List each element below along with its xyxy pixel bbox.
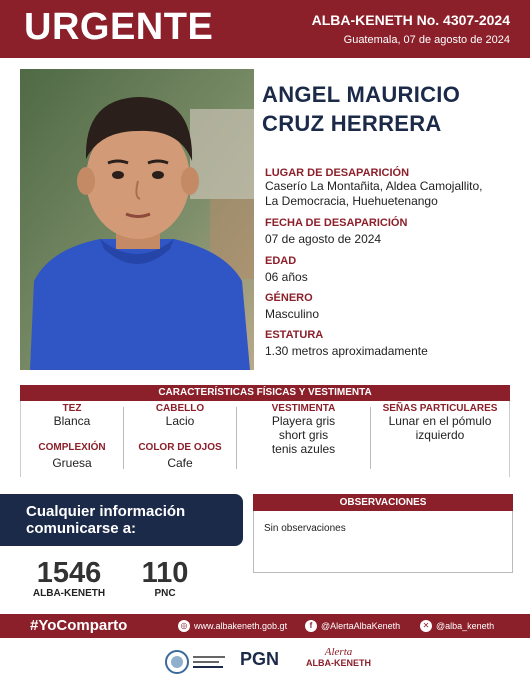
website-link[interactable] [178, 620, 287, 632]
gender-value: Masculino [265, 307, 320, 321]
x-text: @alba_keneth [436, 621, 495, 631]
footer-bar [0, 614, 530, 638]
tez-value: Blanca [53, 414, 91, 428]
hair-value: Lacio [165, 414, 195, 428]
alerta-alba-keneth-logo [306, 647, 371, 669]
place-line1: Caserío La Montañita, Aldea Camojallito, [265, 179, 483, 193]
hashtag: #YoComparto [30, 617, 128, 634]
hair-column [124, 403, 236, 470]
marks-column [371, 403, 509, 442]
pgn-logo [240, 649, 279, 670]
x-icon: ✕ [420, 620, 432, 632]
disappearance-place [265, 167, 525, 209]
alert-date: Guatemala, 07 de agosto de 2024 [343, 34, 510, 46]
alert-number: ALBA-KENETH No. 4307-2024 [311, 12, 510, 28]
complexion-label: COMPLEXIÓN [38, 442, 106, 453]
eyes-label: COLOR DE OJOS [138, 442, 222, 453]
place-label: LUGAR DE DESAPARICIÓN [265, 167, 410, 179]
pgn-logo-text: PGN [240, 649, 280, 669]
alba-keneth-number-label: ALBA-KENETH [32, 588, 106, 599]
person-name [262, 80, 460, 138]
clothing-line2: short gris [278, 428, 329, 442]
facebook-link[interactable] [305, 620, 400, 632]
eyes-value: Cafe [167, 456, 193, 470]
missing-child-photo [20, 69, 254, 370]
clothing-line3: tenis azules [271, 442, 336, 456]
marks-line1: Lunar en el pómulo [388, 414, 492, 428]
observations-title: OBSERVACIONES [253, 494, 513, 511]
age-value: 06 años [265, 270, 308, 284]
gender-label: GÉNERO [265, 292, 313, 304]
facebook-text: @AlertaAlbaKeneth [321, 621, 401, 631]
alerta-logo-line1: Alerta [324, 646, 353, 658]
alba-keneth-phone[interactable] [28, 558, 110, 599]
height-value: 1.30 metros aproximadamente [265, 344, 428, 358]
tez-column [21, 403, 123, 470]
date-label: FECHA DE DESAPARICIÓN [265, 217, 408, 229]
clothing-label: VESTIMENTA [271, 403, 336, 414]
contact-line2: comunicarse a: [26, 520, 137, 537]
person-name-line1: ANGEL MAURICIO [262, 82, 461, 107]
child-portrait-illustration [20, 69, 254, 370]
contact-box [0, 494, 243, 546]
clothing-column [237, 403, 370, 456]
age-label: EDAD [265, 255, 297, 267]
date-value: 07 de agosto de 2024 [265, 232, 382, 246]
person-name-line2: CRUZ HERRERA [262, 111, 442, 136]
pnc-number: 110 [141, 557, 189, 589]
marks-line2: izquierdo [415, 428, 465, 442]
complexion-value: Gruesa [52, 456, 92, 470]
observations-box [253, 511, 513, 573]
characteristics-title: CARACTERÍSTICAS FÍSICAS Y VESTIMENTA [20, 385, 510, 401]
guatemala-seal-logo [165, 649, 227, 680]
marks-label: SEÑAS PARTICULARES [382, 403, 498, 414]
alba-keneth-number: 1546 [36, 557, 102, 589]
pnc-number-label: PNC [154, 588, 176, 599]
urgent-title: URGENTE [24, 6, 214, 48]
gender [265, 292, 525, 322]
place-line2: La Democracia, Huehuetenango [265, 194, 438, 208]
website-text: www.albakeneth.gob.gt [194, 621, 288, 631]
height [265, 329, 525, 359]
logos-row [0, 645, 530, 680]
pnc-phone[interactable] [136, 558, 194, 599]
facebook-icon: f [305, 620, 317, 632]
age [265, 255, 525, 285]
alerta-logo-line2: ALBA-KENETH [306, 658, 371, 668]
x-link[interactable] [420, 620, 494, 632]
tez-label: TEZ [62, 403, 82, 414]
observations-text: Sin observaciones [264, 523, 346, 534]
header-bar [0, 0, 530, 58]
characteristics-box [20, 401, 510, 477]
clothing-line1: Playera gris [271, 414, 336, 428]
hair-label: CABELLO [155, 403, 205, 414]
contact-line1: Cualquier información [26, 503, 186, 520]
height-label: ESTATURA [265, 329, 324, 341]
disappearance-date [265, 217, 525, 247]
globe-icon: ◎ [178, 620, 190, 632]
